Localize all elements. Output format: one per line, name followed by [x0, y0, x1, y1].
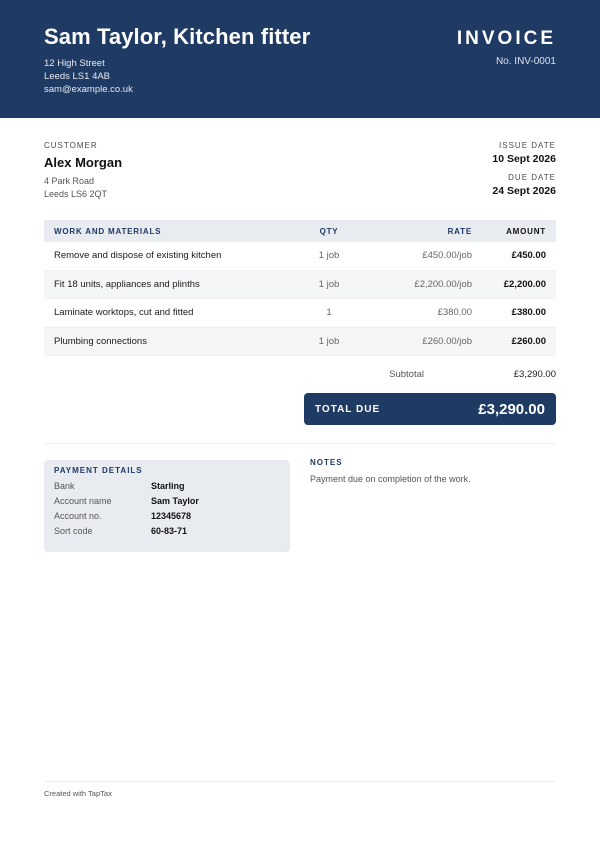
payment-row — [54, 494, 280, 509]
section-divider — [44, 443, 556, 444]
payment-value: 60-83-71 — [151, 526, 188, 536]
payment-value: Starling — [151, 481, 185, 491]
footer-text: Created with TapTax — [44, 789, 112, 798]
item-qty: 1 job — [318, 335, 340, 347]
subtotal-value: £3,290.00 — [513, 369, 556, 380]
customer-city: Leeds LS6 2QT — [44, 188, 108, 199]
table-row — [44, 299, 556, 328]
payment-row — [54, 479, 280, 494]
payment-row — [54, 509, 280, 524]
item-description: Fit 18 units, appliances and plinths — [54, 278, 200, 290]
invoice-header — [0, 0, 600, 118]
payment-key: Bank — [54, 481, 75, 491]
item-rate: £260.00/job — [422, 335, 472, 347]
item-amount: £450.00 — [511, 250, 546, 262]
customer-address — [44, 175, 122, 200]
table-row — [44, 242, 556, 271]
due-date: 24 Sept 2026 — [492, 185, 556, 197]
business-city: Leeds LS1 4AB — [44, 71, 111, 82]
header-description: WORK AND MATERIALS — [54, 226, 162, 236]
header-qty: QTY — [319, 226, 339, 236]
business-email: sam@example.co.uk — [44, 84, 133, 95]
due-date-label: DUE DATE — [508, 173, 556, 182]
items-table — [44, 220, 556, 356]
payment-value: 12345678 — [151, 511, 192, 521]
total-due-value: £3,290.00 — [478, 400, 545, 418]
payment-key: Account name — [54, 496, 112, 506]
item-description: Laminate worktops, cut and fitted — [54, 307, 194, 319]
customer-name: Alex Morgan — [44, 155, 123, 170]
payment-row — [54, 524, 280, 539]
notes-text: Payment due on completion of the work. — [310, 474, 471, 484]
business-name: Sam Taylor, Kitchen fitter — [44, 24, 311, 49]
item-description: Remove and dispose of existing kitchen — [54, 250, 222, 262]
subtotal-row — [304, 369, 556, 380]
issue-date-label: ISSUE DATE — [499, 141, 556, 150]
customer-label: CUSTOMER — [44, 141, 98, 150]
payment-title: PAYMENT DETAILS — [54, 466, 143, 475]
business-address — [44, 57, 133, 96]
table-row — [44, 328, 556, 357]
items-table-header — [44, 220, 556, 242]
subtotal-label: Subtotal — [389, 369, 424, 380]
issue-date: 10 Sept 2026 — [492, 153, 556, 165]
item-amount: £2,200.00 — [503, 278, 546, 290]
item-amount: £260.00 — [511, 335, 546, 347]
item-qty: 1 job — [318, 278, 340, 290]
business-street: 12 High Street — [44, 58, 105, 69]
customer-block — [44, 141, 122, 200]
table-row — [44, 271, 556, 300]
item-amount: £380.00 — [511, 307, 546, 319]
payment-key: Sort code — [54, 526, 93, 536]
item-qty: 1 — [326, 307, 332, 319]
invoice-title: INVOICE — [456, 28, 556, 49]
invoice-number: No. INV-0001 — [495, 56, 556, 67]
total-due-box — [304, 393, 556, 425]
payment-value: Sam Taylor — [151, 496, 199, 506]
total-due-label: TOTAL DUE — [315, 403, 381, 415]
payment-details — [44, 460, 290, 552]
item-rate: £2,200.00/job — [414, 278, 472, 290]
dates-block — [492, 141, 556, 197]
item-rate: £450.00/job — [422, 250, 472, 262]
payment-key: Account no. — [54, 511, 102, 521]
header-rate: RATE — [447, 226, 472, 236]
item-rate: £380.00 — [437, 307, 472, 319]
footer-divider — [44, 781, 556, 782]
notes-title: NOTES — [310, 458, 343, 467]
header-amount: AMOUNT — [506, 226, 546, 236]
customer-street: 4 Park Road — [44, 176, 95, 186]
item-description: Plumbing connections — [54, 335, 147, 347]
item-qty: 1 job — [318, 250, 340, 262]
notes-block — [310, 458, 556, 484]
